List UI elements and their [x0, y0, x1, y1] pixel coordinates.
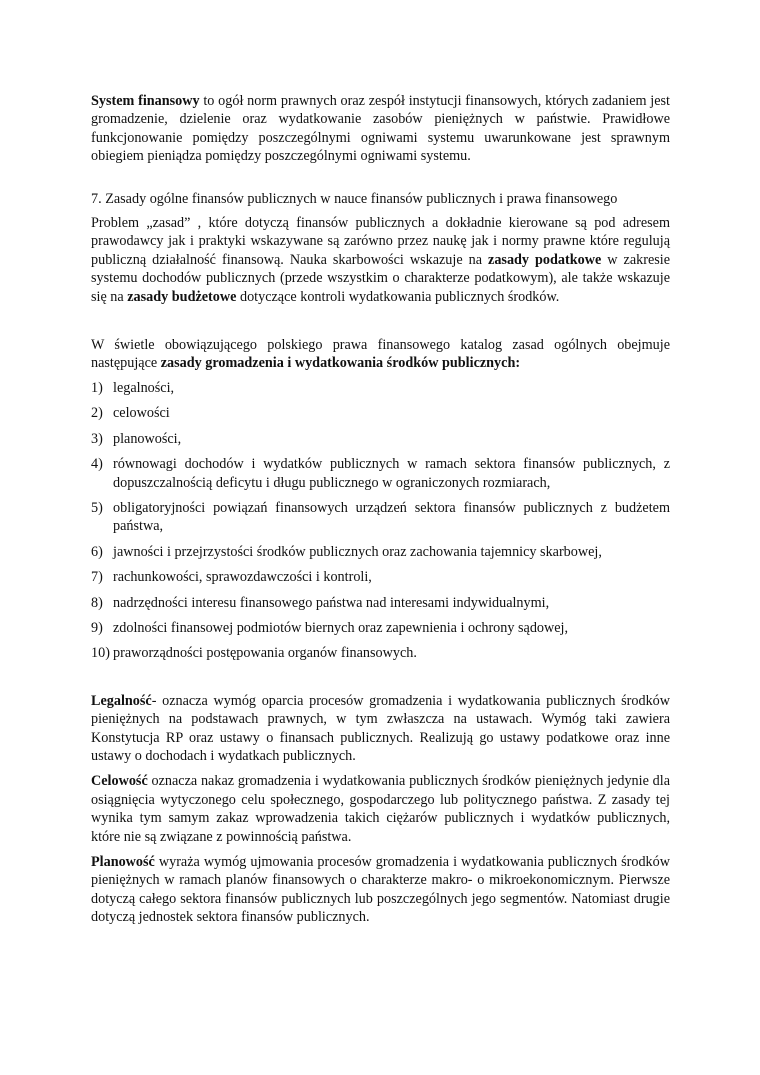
list-item: 7) rachunkowości, sprawozdawczości i kontroli,	[91, 569, 372, 586]
definition-planowosc: Planowość wyraża wymóg ujmowania procesów gromadzenia i wydatkowania publicznych środków pieniężnych w ramach planów finansowych o charakterze makro- o mikroekonomicznym. Pierwsze dotyczą całego sektora finansów publicznych lub poszczególnych jego segmentów. Natomiast drugie dotyczą jednostek sektora finansów publicznych.	[91, 854, 670, 926]
list-item: 2) celowości	[91, 405, 170, 422]
bold-zasady-budzetowe: zasady budżetowe	[127, 288, 237, 305]
list-item: 8) nadrzędności interesu finansowego państwa nad interesami indywidualnymi,	[91, 594, 550, 611]
section-paragraph: Problem „zasad” , które dotyczą finansów publicznych a dokładnie kierowane są pod adresem prawodawcy jak i praktyki wskazywane są zarówno przez naukę jak i normy prawne które regulują publiczną działalność finansową. Nauka skarbowości wskazuje na zasady podatkowe w zakresie systemu dochodów publicznych (przede wszystkim o charakterze podatkowym), ale także wskazuje się na zasady budżetowe dotyczące kontroli wydatkowania publicznych środków.	[91, 215, 671, 305]
definition-legalnosc: Legalność- oznacza wymóg oparcia procesów gromadzenia i wydatkowania publicznych środków pieniężnych na podstawach prawnych, w tym zwłaszcza na ustawach. Wymóg taki zawiera Konstytucja RP oraz ustawy o finansach publicznych. Realizują go ustawy podatkowe oraz inne ustawy o dochodach i wydatkach publicznych.	[91, 692, 670, 764]
bold-zasady-podatkowe: zasady podatkowe	[488, 251, 602, 268]
list-item: 5) obligatoryjności powiązań finansowych urządzeń sektora finansów publicznych z budżetem państwa,	[91, 499, 670, 535]
list-item: 6) jawności i przejrzystości środków publicznych oraz zachowania tajemnicy skarbowej,	[91, 543, 602, 560]
list-item: 9) zdolności finansowej podmiotów biernych oraz zapewnienia i ochrony sądowej,	[91, 619, 569, 636]
list-item: 10) praworządności postępowania organów finansowych.	[91, 645, 417, 662]
section-heading: 7. Zasady ogólne finansów publicznych w nauce finansów publicznych i prawa finansowego	[91, 190, 618, 207]
catalog-intro: W świetle obowiązującego polskiego prawa finansowego katalog zasad ogólnych obejmuje następujące zasady gromadzenia i wydatkowania środków publicznych:	[91, 337, 670, 372]
list-item: 1) legalności,	[91, 379, 175, 396]
document-page	[91, 92, 670, 934]
intro-paragraph	[91, 92, 670, 166]
definition-term: Celowość	[91, 773, 148, 790]
list-item: 4) równowagi dochodów i wydatków publicznych w ramach sektora finansów publicznych, z dopuszczalnością deficytu i długu publicznego w ograniczonych rozmiarach,	[91, 456, 670, 491]
definition-term: Legalność	[91, 692, 152, 709]
catalog-intro-bold: zasady gromadzenia i wydatkowania środków publicznych:	[160, 355, 521, 372]
definition-term: Planowość	[91, 854, 155, 870]
definition-celowosc: Celowość oznacza nakaz gromadzenia i wydatkowania publicznych środków pieniężnych jedynie dla osiągnięcia wytyczonego celu społecznego, gospodarczego lub politycznego państwa. Z zasady tej wynika tym samym zakaz wprowadzenia takich ciężarów publicznych i wydatków publicznych, które nie są związane z powinnością państwa.	[91, 773, 670, 845]
list-item: 3) planowości,	[91, 430, 182, 447]
intro-text: to ogół norm prawnych oraz zespół instytucji finansowych, których zadaniem jest gromadzenie, dzielenie oraz wydatkowanie zasobów pieniężnych w państwie. Prawidłowe funkcjonowanie pomiędzy poszczególnymi ogniwami systemu uwarunkowane jest sprawnym obiegiem pieniądza pomiędzy poszczególnymi ogniwami systemu.	[91, 93, 670, 165]
principles-list	[91, 379, 670, 663]
intro-term: System finansowy	[91, 93, 200, 109]
